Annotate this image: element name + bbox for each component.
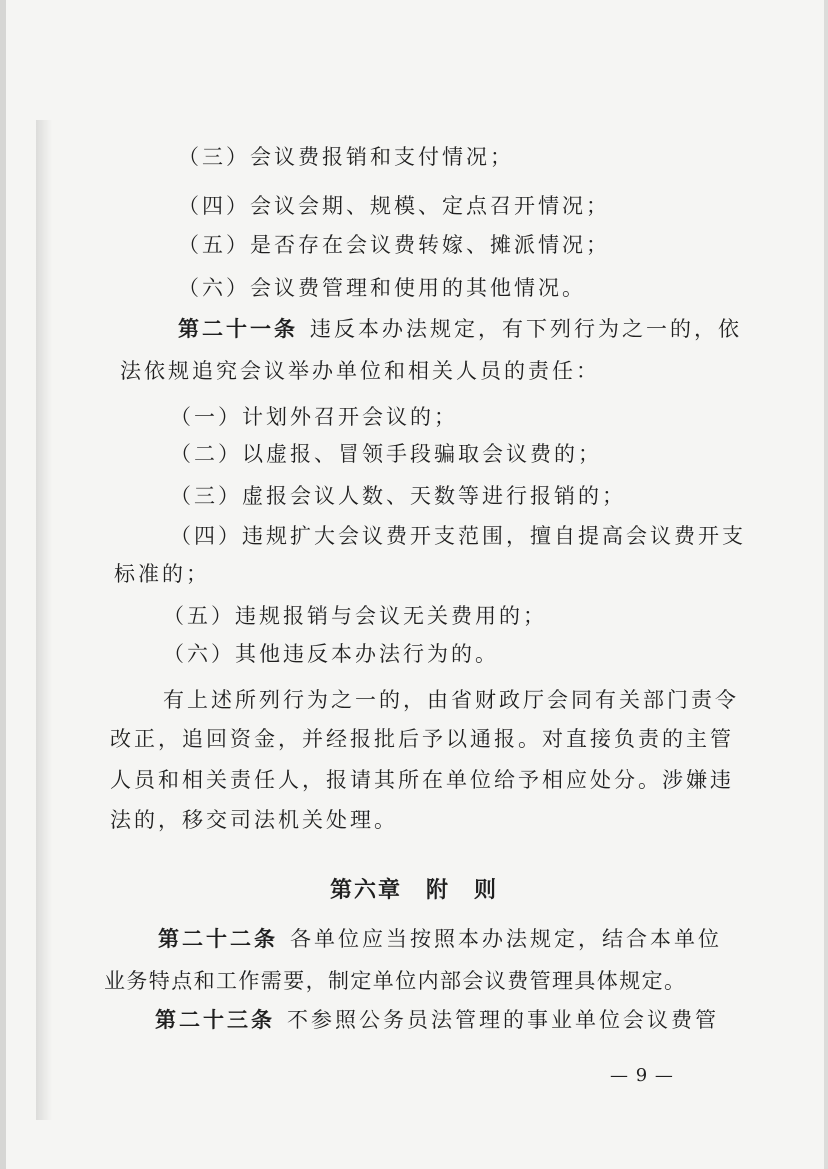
chapter-heading: 第六章 附 则	[329, 877, 498, 903]
list-item: （六）其他违反本办法行为的。	[163, 642, 499, 666]
article-23-text: 不参照公务员法管理的事业单位会议费管	[287, 1008, 719, 1032]
scan-right-edge	[824, 0, 828, 1169]
article-21-first-line	[178, 315, 742, 343]
article-22-label: 第二十二条	[158, 926, 278, 951]
list-item: （三）会议费报销和支付情况；	[178, 145, 514, 169]
article-21-continuation: 法依规追究会议举办单位和相关人员的责任：	[120, 359, 600, 383]
paragraph-line: 改正，追回资金，并经报批后予以通报。对直接负责的主管	[110, 727, 734, 751]
article-22-first-line	[158, 925, 722, 953]
list-item: （四）违规扩大会议费开支范围，擅自提高会议费开支	[170, 524, 746, 548]
paragraph-line: 人员和相关责任人，报请其所在单位给予相应处分。涉嫌违	[110, 768, 734, 792]
list-item: （六）会议费管理和使用的其他情况。	[178, 276, 586, 300]
article-23-first-line	[155, 1006, 719, 1034]
list-item: （五）违规报销与会议无关费用的；	[163, 604, 547, 628]
list-item: （三）虚报会议人数、天数等进行报销的；	[170, 484, 626, 508]
list-item: （五）是否存在会议费转嫁、摊派情况；	[178, 233, 610, 257]
list-item-continuation: 标准的；	[114, 562, 210, 586]
list-item: （四）会议会期、规模、定点召开情况；	[178, 194, 610, 218]
binding-shadow	[36, 120, 52, 1120]
article-22-text: 各单位应当按照本办法规定，结合本单位	[290, 927, 722, 951]
article-21-text: 违反本办法规定，有下列行为之一的，依	[310, 317, 742, 341]
article-23-label: 第二十三条	[155, 1007, 275, 1032]
article-21-label: 第二十一条	[178, 316, 298, 341]
paragraph-line: 法的，移交司法机关处理。	[110, 808, 398, 832]
page-number: — 9 —	[610, 1065, 674, 1086]
list-item: （二）以虚报、冒领手段骗取会议费的；	[170, 442, 602, 466]
list-item: （一）计划外召开会议的；	[170, 405, 458, 429]
paragraph-line: 有上述所列行为之一的，由省财政厅会同有关部门责令	[163, 688, 739, 712]
scan-left-edge	[0, 0, 6, 1169]
article-22-continuation: 业务特点和工作需要，制定单位内部会议费管理具体规定。	[104, 969, 687, 993]
